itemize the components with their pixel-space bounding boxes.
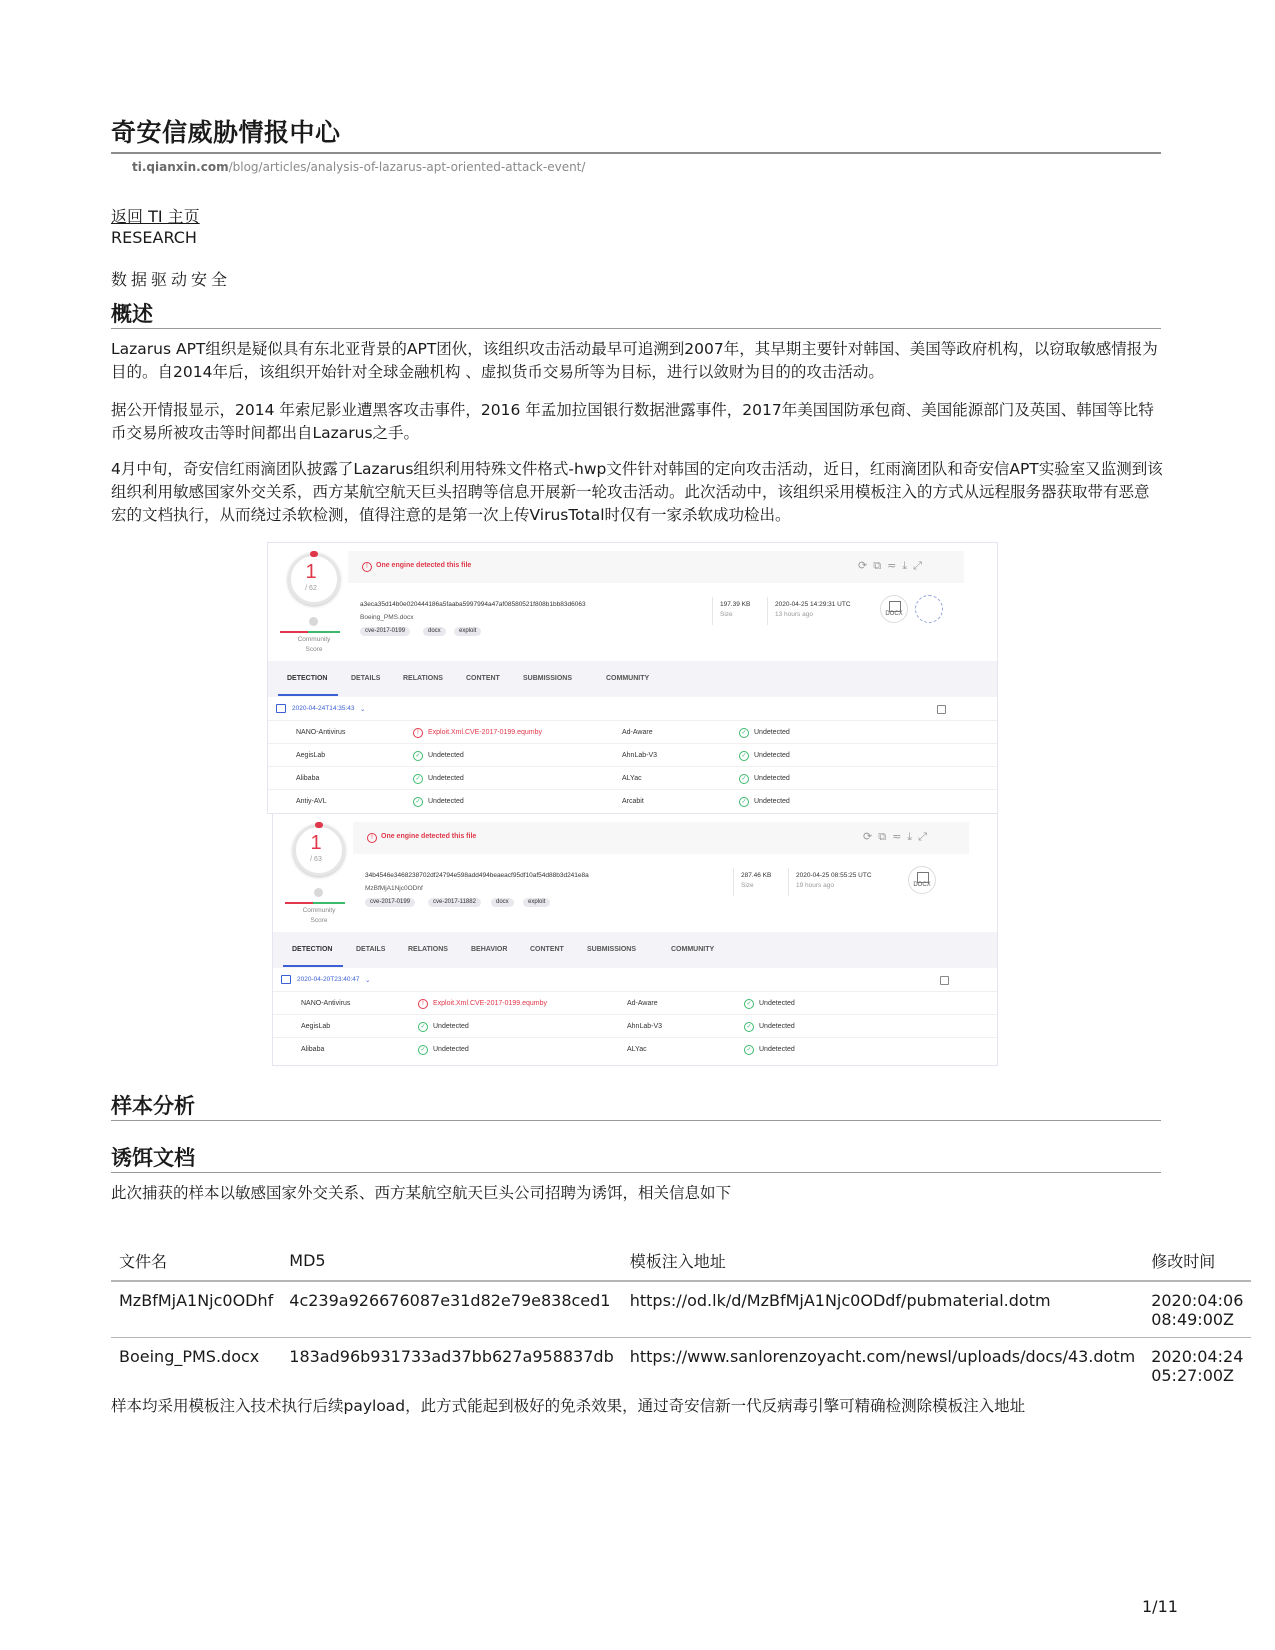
alert-text: One engine detected this file bbox=[381, 833, 477, 840]
tab-content[interactable]: CONTENT bbox=[466, 675, 500, 682]
column-header: 模板注入地址 bbox=[622, 1237, 1143, 1281]
community-bar-positive bbox=[313, 902, 345, 904]
meta-separator bbox=[788, 868, 789, 896]
engine-result: Undetected bbox=[433, 1046, 469, 1053]
file-name: Boeing_PMS.docx bbox=[360, 614, 414, 621]
bait-document-heading: 诱饵文档 bbox=[111, 1146, 195, 1170]
tag-chip[interactable]: exploit bbox=[523, 898, 550, 907]
bait-intro: 此次捕获的样本以敏感国家外交关系、西方某航空航天巨头公司招聘为诱饵，相关信息如下 bbox=[111, 1184, 732, 1202]
overview-paragraph-3: 4月中旬，奇安信红雨滴团队披露了Lazarus组织利用特殊文件格式-hwp文件针对韩国的定向攻击活动，近日，红雨滴团队和奇安信APT实验室又监测到该组织利用敏感国家外交关系，西方某航空航天巨头招聘等信息开展新一轮攻击活动。此次活动中，该组织采用模板注入的方式从远程服务器获取带有恶意宏的文档执行，从而绕过杀软检测，值得注意的是第一次上传VirusTotal时仅有一家杀软成功检出。 bbox=[111, 460, 1163, 524]
engine-name: NANO-Antivirus bbox=[301, 1000, 351, 1007]
community-bar-negative bbox=[280, 631, 308, 633]
engine-result: Undetected bbox=[754, 798, 790, 805]
table-row bbox=[111, 1338, 1251, 1394]
check-icon: ✓ bbox=[739, 774, 749, 784]
tag-chip[interactable]: docx bbox=[423, 627, 446, 636]
overview-heading: 概述 bbox=[111, 302, 153, 326]
community-bar-negative bbox=[285, 902, 313, 904]
column-header: 修改时间 bbox=[1143, 1237, 1251, 1281]
community-bar-positive bbox=[308, 631, 340, 633]
tab-details[interactable]: DETAILS bbox=[356, 946, 386, 953]
overview-paragraph-2: 据公开情报显示，2014 年索尼影业遭黑客攻击事件，2016 年孟加拉国银行数据泄露事件，2017年美国国防承包商、美国能源部门及英国、韩国等比特币交易所被攻击等时间都出自Lazarus之手。 bbox=[111, 401, 1154, 442]
check-icon: ✓ bbox=[744, 1022, 754, 1032]
md5-cell: 4c239a926676087e31d82e79e838ced1 bbox=[281, 1281, 621, 1338]
modified-time-cell: 2020:04:06 08:49:00Z bbox=[1143, 1281, 1251, 1338]
engine-result: Undetected bbox=[759, 1023, 795, 1030]
engine-result: Undetected bbox=[759, 1046, 795, 1053]
alert-icon: ! bbox=[418, 999, 428, 1009]
engine-name: AhnLab-V3 bbox=[627, 1023, 663, 1030]
engine-result: Undetected bbox=[428, 775, 464, 782]
engine-name: Arcabit bbox=[622, 798, 644, 805]
category-label: RESEARCH bbox=[111, 228, 197, 247]
copy-icon[interactable] bbox=[937, 705, 946, 714]
file-size: 287.46 KB bbox=[741, 872, 772, 879]
table-row bbox=[111, 1281, 1251, 1338]
toolbar-icons[interactable]: ⟳⧉≂⤓⤢ bbox=[863, 831, 933, 843]
file-name-cell: MzBfMjA1Njc0ODhf bbox=[111, 1281, 281, 1338]
md5-cell: 183ad96b931733ad37bb627a958837db bbox=[289, 1347, 614, 1366]
check-icon: ✓ bbox=[744, 999, 754, 1009]
file-size-label: Size bbox=[720, 611, 733, 618]
tab-detection[interactable]: DETECTION bbox=[287, 675, 328, 682]
modified-time-cell: 2020:04:24 05:27:00Z bbox=[1151, 1347, 1244, 1385]
detection-count: 1 bbox=[305, 561, 317, 583]
tag-chip[interactable]: cve-2017-0199 bbox=[365, 898, 415, 907]
site-title: 奇安信威胁情报中心 bbox=[111, 118, 341, 147]
analysis-date: 2020-04-25 08:55:25 UTC bbox=[796, 872, 872, 879]
tab-content[interactable]: CONTENT bbox=[530, 946, 564, 953]
copy-icon[interactable] bbox=[940, 976, 949, 985]
template-url-cell: https://od.lk/d/MzBfMjA1Njc0ODdf/pubmaterial.dotm bbox=[622, 1281, 1143, 1338]
active-tab-indicator bbox=[283, 965, 343, 967]
engine-name: AegisLab bbox=[296, 752, 326, 759]
virustotal-screenshot-1 bbox=[267, 542, 998, 814]
file-name-cell: Boeing_PMS.docx bbox=[119, 1347, 260, 1366]
scan-date[interactable]: 2020-04-24T14:35:43 bbox=[292, 705, 355, 712]
tab-submissions[interactable]: SUBMISSIONS bbox=[523, 675, 573, 682]
engine-result: Undetected bbox=[759, 1000, 795, 1007]
url-path: /blog/articles/analysis-of-lazarus-apt-oriented-attack-event/ bbox=[228, 160, 586, 174]
page-number: 1/11 bbox=[1142, 1597, 1178, 1616]
engine-name: Alibaba bbox=[296, 775, 320, 782]
tab-behavior[interactable]: BEHAVIOR bbox=[471, 946, 508, 953]
file-hash[interactable]: 34b4546e3468238702df24794e598add494beaeacf95df10af54d88b3d241e8a bbox=[365, 872, 589, 879]
check-icon: ✓ bbox=[744, 1045, 754, 1055]
community-dot bbox=[314, 888, 323, 897]
sample-info-table bbox=[111, 1237, 1251, 1393]
check-icon: ✓ bbox=[413, 797, 423, 807]
badge-icon bbox=[915, 595, 943, 623]
meta-separator bbox=[733, 868, 734, 896]
tag-chip[interactable]: docx bbox=[491, 898, 514, 907]
bait-document-divider bbox=[111, 1172, 1161, 1173]
gauge-marker bbox=[315, 822, 323, 828]
calendar-icon bbox=[281, 975, 291, 984]
check-icon: ✓ bbox=[413, 774, 423, 784]
detection-count: 1 bbox=[310, 832, 322, 854]
engine-result: Undetected bbox=[754, 752, 790, 759]
tab-submissions[interactable]: SUBMISSIONS bbox=[587, 946, 637, 953]
alert-icon: ! bbox=[362, 562, 372, 572]
chevron-down-icon[interactable]: ⌄ bbox=[365, 977, 371, 984]
meta-separator bbox=[712, 597, 713, 625]
file-size-label: Size bbox=[741, 882, 754, 889]
file-name: MzBfMjA1Njc0ODhf bbox=[365, 885, 423, 892]
back-to-ti-home-link[interactable]: 返回 TI 主页 bbox=[111, 207, 200, 226]
engine-result: Undetected bbox=[754, 729, 790, 736]
engine-total: / 63 bbox=[310, 856, 322, 863]
engine-result: Exploit.Xml.CVE-2017-0199.equmby bbox=[433, 1000, 548, 1007]
community-dot bbox=[309, 617, 318, 626]
engine-name: Alibaba bbox=[301, 1046, 325, 1053]
engine-total: / 62 bbox=[305, 585, 317, 592]
file-type-icon: DOCX bbox=[908, 866, 936, 894]
check-icon: ✓ bbox=[418, 1022, 428, 1032]
alert-text: One engine detected this file bbox=[376, 562, 472, 569]
check-icon: ✓ bbox=[418, 1045, 428, 1055]
tab-relations[interactable]: RELATIONS bbox=[403, 675, 443, 682]
engine-name: AhnLab-V3 bbox=[622, 752, 658, 759]
tab-community[interactable]: COMMUNITY bbox=[671, 946, 715, 953]
template-url-cell: https://www.sanlorenzoyacht.com/newsl/uploads/docs/43.dotm bbox=[629, 1347, 1136, 1366]
page-url[interactable] bbox=[132, 160, 585, 174]
engine-result: Undetected bbox=[754, 775, 790, 782]
file-size: 197.39 KB bbox=[720, 601, 751, 608]
toolbar-icons[interactable]: ⟳⧉≂⤓⤢ bbox=[858, 560, 928, 572]
tab-details[interactable]: DETAILS bbox=[351, 675, 381, 682]
engine-result: Undetected bbox=[433, 1023, 469, 1030]
alert-icon: ! bbox=[367, 833, 377, 843]
engine-name: NANO-Antivirus bbox=[296, 729, 346, 736]
column-header: 文件名 bbox=[111, 1237, 281, 1281]
bait-outro: 样本均采用模板注入技术执行后续payload，此方式能起到极好的免杀效果，通过奇安信新一代反病毒引擎可精确检测除模板注入地址 bbox=[111, 1397, 1026, 1415]
gauge-marker bbox=[310, 551, 318, 557]
file-type-icon: DOCX bbox=[880, 595, 908, 623]
check-icon: ✓ bbox=[739, 751, 749, 761]
check-icon: ✓ bbox=[739, 728, 749, 738]
tab-community[interactable]: COMMUNITY bbox=[606, 675, 650, 682]
community-score-label: Community Score bbox=[297, 636, 331, 653]
chevron-down-icon[interactable]: ⌄ bbox=[360, 706, 366, 713]
column-header: MD5 bbox=[281, 1237, 621, 1281]
engine-result: Undetected bbox=[428, 798, 464, 805]
engine-name: ALYac bbox=[622, 775, 642, 782]
tag-chip[interactable]: cve-2017-11882 bbox=[428, 898, 481, 907]
alert-icon: ! bbox=[413, 728, 423, 738]
sample-analysis-divider bbox=[111, 1120, 1161, 1121]
overview-divider bbox=[111, 328, 1161, 329]
table-header-row bbox=[111, 1237, 1251, 1281]
engine-name: Ad-Aware bbox=[622, 729, 653, 736]
sample-analysis-heading: 样本分析 bbox=[111, 1094, 195, 1118]
check-icon: ✓ bbox=[739, 797, 749, 807]
scan-date[interactable]: 2020-04-20T23:40:47 bbox=[297, 976, 360, 983]
check-icon: ✓ bbox=[413, 751, 423, 761]
calendar-icon bbox=[276, 704, 286, 713]
tab-detection[interactable]: DETECTION bbox=[292, 946, 333, 953]
virustotal-screenshot-2 bbox=[272, 814, 998, 1066]
engine-result: Undetected bbox=[428, 752, 464, 759]
engine-name: ALYac bbox=[627, 1046, 647, 1053]
community-score-label: Community Score bbox=[302, 907, 336, 924]
tag-chip[interactable]: cve-2017-0199 bbox=[360, 627, 410, 636]
engine-name: AegisLab bbox=[301, 1023, 331, 1030]
tag-chip[interactable]: exploit bbox=[454, 627, 481, 636]
analysis-age: 13 hours ago bbox=[775, 611, 813, 618]
active-tab-indicator bbox=[278, 694, 338, 696]
tab-relations[interactable]: RELATIONS bbox=[408, 946, 448, 953]
engine-name: Antiy-AVL bbox=[296, 798, 327, 805]
slogan: 数据驱动安全 bbox=[111, 270, 232, 289]
overview-paragraph-1: Lazarus APT组织是疑似具有东北亚背景的APT团伙，该组织攻击活动最早可追溯到2007年，其早期主要针对韩国、美国等政府机构，以窃取敏感情报为目的。自2014年后，该组织开始针对全球金融机构 、虚拟货币交易所等为目标，进行以敛财为目的的攻击活动。 bbox=[111, 340, 1158, 381]
file-hash[interactable]: a3eca35d14b0e020444186a5faaba5997994a47af08580521f808b1bb83d6063 bbox=[360, 601, 586, 608]
meta-separator bbox=[767, 597, 768, 625]
engine-result: Exploit.Xml.CVE-2017-0199.equmby bbox=[428, 729, 543, 736]
analysis-age: 19 hours ago bbox=[796, 882, 834, 889]
url-domain: ti.qianxin.com bbox=[132, 160, 229, 174]
engine-name: Ad-Aware bbox=[627, 1000, 658, 1007]
analysis-date: 2020-04-25 14:29:31 UTC bbox=[775, 601, 851, 608]
title-divider bbox=[111, 152, 1161, 154]
